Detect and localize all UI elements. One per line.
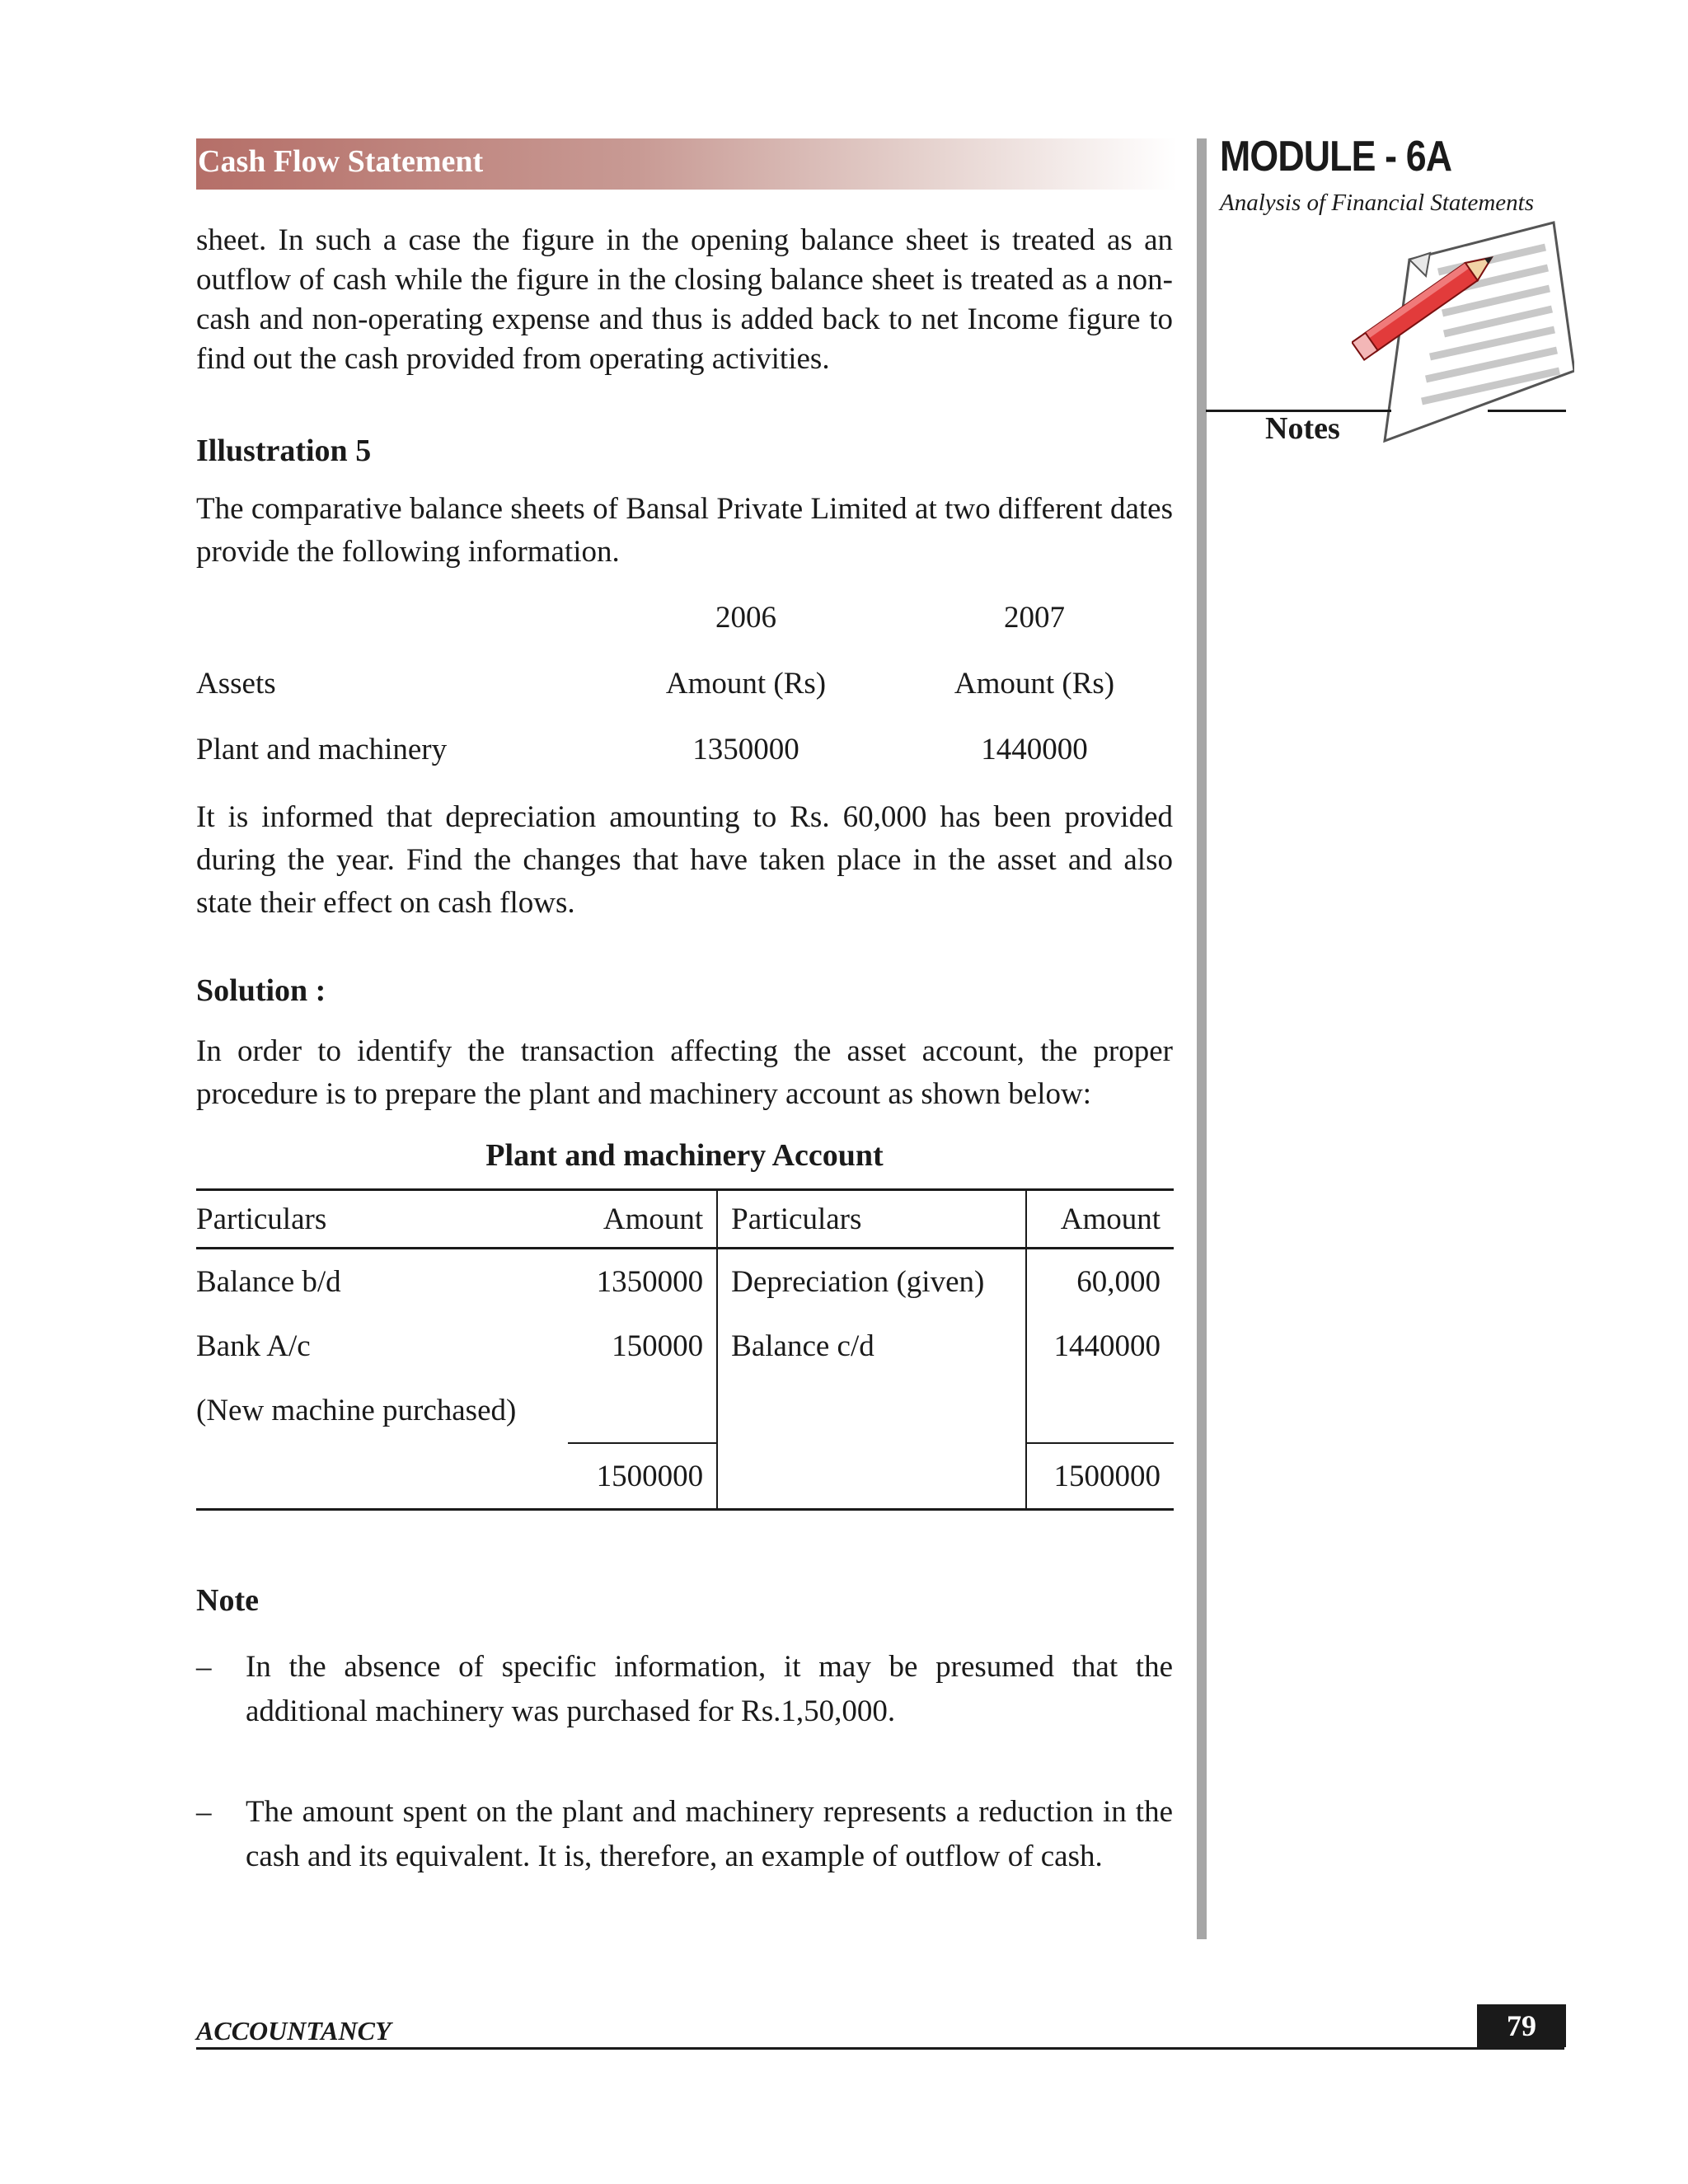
cell: [717, 1443, 1026, 1510]
table-total-row: [196, 1443, 1174, 1510]
cell: Depreciation (given): [731, 1264, 985, 1299]
section-title: Cash Flow Statement: [198, 144, 484, 179]
notes-label: Notes: [1265, 411, 1340, 446]
illustration-heading: Illustration 5: [196, 434, 372, 468]
footer-rule: [196, 2047, 1564, 2050]
amount-header-2006: Amount (Rs): [665, 667, 827, 701]
plant-machinery-label: Plant and machinery: [196, 733, 448, 766]
cell: [196, 1443, 568, 1510]
list-item: [196, 1790, 1173, 1879]
header-amount-credit: Amount: [1026, 1190, 1174, 1249]
cell: 1440000: [1026, 1314, 1174, 1378]
cell: 60,000: [1026, 1249, 1174, 1315]
table-header-row: [196, 1190, 1174, 1249]
account-title: Plant and machinery Account: [485, 1138, 884, 1173]
cell: (New machine purchased): [196, 1394, 517, 1427]
plant-machinery-2006: 1350000: [692, 733, 799, 766]
cell: 1350000: [568, 1249, 717, 1315]
solution-text: In order to identify the transaction affecting the asset account, the proper procedure is to prepare the plant and machinery account as shown below:: [196, 1034, 1173, 1111]
assets-label: Assets: [196, 667, 276, 701]
cell: Balance b/d: [196, 1264, 341, 1299]
note-heading: Note: [196, 1583, 259, 1618]
amount-header-2007: Amount (Rs): [954, 667, 1115, 701]
cell: [568, 1378, 717, 1443]
module-subtitle: Analysis of Financial Statements: [1220, 190, 1534, 216]
illustration-text: The comparative balance sheets of Bansal Private Limited at two different dates provide the following information.: [196, 492, 1173, 569]
cell: 150000: [568, 1314, 717, 1378]
plant-machinery-2007: 1440000: [981, 733, 1088, 766]
page-number: 79: [1477, 2004, 1566, 2047]
header-amount-debit: Amount: [568, 1190, 717, 1249]
notes-rule-right: [1488, 410, 1566, 412]
year-2006: 2006: [715, 601, 776, 635]
table-row: [196, 1378, 1174, 1443]
note-text: The amount spent on the plant and machinery represents a reduction in the cash and its equivalent. It is, therefore, an example of outflow of cash.: [246, 1795, 1173, 1873]
table-row: [196, 1249, 1174, 1315]
module-title: MODULE - 6A: [1220, 133, 1452, 180]
list-dash: –: [196, 1650, 212, 1684]
table-row: [196, 1314, 1174, 1378]
total-debit: 1500000: [568, 1443, 717, 1510]
cell: Bank A/c: [196, 1329, 311, 1363]
header-particulars-credit: Particulars: [717, 1190, 1026, 1249]
notes-pencil-icon: [1352, 210, 1574, 449]
section-header-bar: [196, 138, 1177, 190]
header-particulars-debit: Particulars: [196, 1190, 568, 1249]
list-item: [196, 1645, 1173, 1734]
total-credit: 1500000: [1026, 1443, 1174, 1510]
year-2007: 2007: [1004, 601, 1065, 635]
intro-paragraph: sheet. In such a case the figure in the opening balance sheet is treated as an outflow of cash while the figure in the closing balance sheet is treated as a non-cash and non-operating expense and thus is added back to net Income figure to find out the cash provided from operating activities.: [196, 223, 1173, 376]
plant-machinery-account-table: [196, 1188, 1174, 1511]
note-text: In the absence of specific information, it may be presumed that the additional machinery was purchased for Rs.1,50,000.: [246, 1650, 1173, 1728]
solution-heading: Solution :: [196, 973, 326, 1008]
footer-subject: ACCOUNTANCY: [196, 2016, 392, 2046]
list-dash: –: [196, 1795, 212, 1829]
illustration-question: It is informed that depreciation amounting to Rs. 60,000 has been provided during the year. Find the changes that have taken place in the asset and also state their effect on cash flows.: [196, 800, 1173, 920]
cell: [1026, 1378, 1174, 1443]
cell: [717, 1378, 1026, 1443]
cell: Balance c/d: [731, 1329, 874, 1363]
margin-divider: [1197, 138, 1207, 1939]
